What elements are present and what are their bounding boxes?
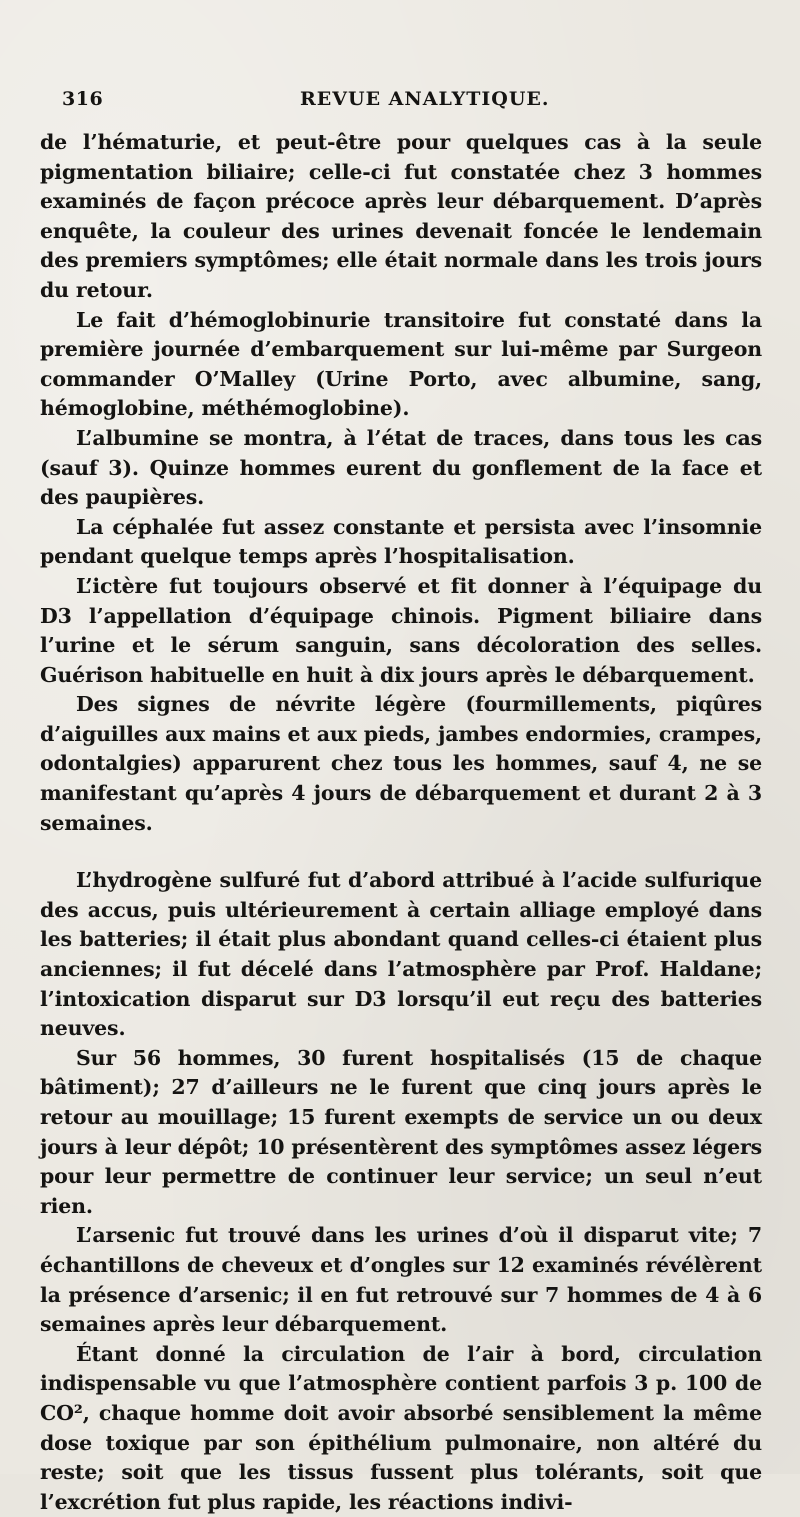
paragraph-headache: La céphalée fut assez constante et persista avec l’insomnie pendant quelque temps après l’hospitalisation. bbox=[40, 514, 762, 569]
paragraph-hospitalization: Sur 56 hommes, 30 furent hospitalisés (15 de chaque bâtiment); 27 d’ailleurs ne le furent que cinq jours après le retour au mouillage; 15 furent exempts de service un ou deux jours à leur dépôt; 10 présentèrent des symptômes assez légers pour leur permettre de continuer leur service; un seul n’eut rien. bbox=[40, 1045, 762, 1218]
paragraph-continuation: de l’hématurie, et peut-être pour quelques cas à la seule pigmentation biliaire; celle-ci fut constatée chez 3 hommes examinés de façon précoce après leur débarquement. D’après enquête, la couleur des urines devenait foncée le lendemain des premiers symptômes; elle était normale dans les trois jours du retour. bbox=[40, 130, 762, 302]
paragraph-jaundice: L’ictère fut toujours observé et fit donner à l’équipage du D3 l’appellation d’équipage chinois. Pigment biliaire dans l’urine et le sérum sanguin, sans décoloration des selles. Guérison habituelle en huit à dix jours après le débarquement. bbox=[40, 573, 762, 687]
page-header bbox=[62, 88, 752, 118]
paragraph-hydrogen-sulfide: L’hydrogène sulfuré fut d’abord attribué à l’acide sulfurique des accus, puis ultérieurement à certain alliage employé dans les batteries; il était plus abondant quand celles-ci étaient plus anciennes; il fut décelé dans l’atmosphère par Prof. Haldane; l’intoxication disparut sur D3 lorsqu’il eut reçu des batteries neuves. bbox=[40, 868, 762, 1041]
running-title: REVUE ANALYTIQUE. bbox=[300, 88, 550, 110]
paragraph-hemoglobinuria: Le fait d’hémoglobinurie transitoire fut constaté dans la première journée d’embarquement sur lui-même par Surgeon commander O’Malley (Urine Porto, avec albumine, sang, hémoglobine, méthémoglobine). bbox=[40, 307, 762, 421]
body-text bbox=[40, 128, 762, 1517]
paragraph-air-circulation: Étant donné la circulation de l’air à bord, circulation indispensable vu que l’atmosphère contient parfois 3 p. 100 de CO², chaque homme doit avoir absorbé sensiblement la même dose toxique par son épithélium pulmonaire, non altéré du reste; soit que les tissus fussent plus tolérants, soit que l’excrétion fut plus rapide, les réactions indivi- bbox=[40, 1341, 762, 1514]
paragraph-neuritis: Des signes de névrite légère (fourmillements, piqûres d’aiguilles aux mains et aux pieds, jambes endormies, crampes, odontalgies) apparurent chez tous les hommes, sauf 4, ne se manifestant qu’après 4 jours de débarquement et durant 2 à 3 semaines. bbox=[40, 692, 762, 835]
paragraph-arsenic: L’arsenic fut trouvé dans les urines d’où il disparut vite; 7 échantillons de cheveux et d’ongles sur 12 examinés révélèrent la présence d’arsenic; il en fut retrouvé sur 7 hommes de 4 à 6 semaines après leur débarquement. bbox=[40, 1223, 762, 1337]
page-number: 316 bbox=[62, 88, 104, 110]
paragraph-albumin: L’albumine se montra, à l’état de traces, dans tous les cas (sauf 3). Quinze hommes eurent du gonflement de la face et des paupières. bbox=[40, 425, 762, 510]
